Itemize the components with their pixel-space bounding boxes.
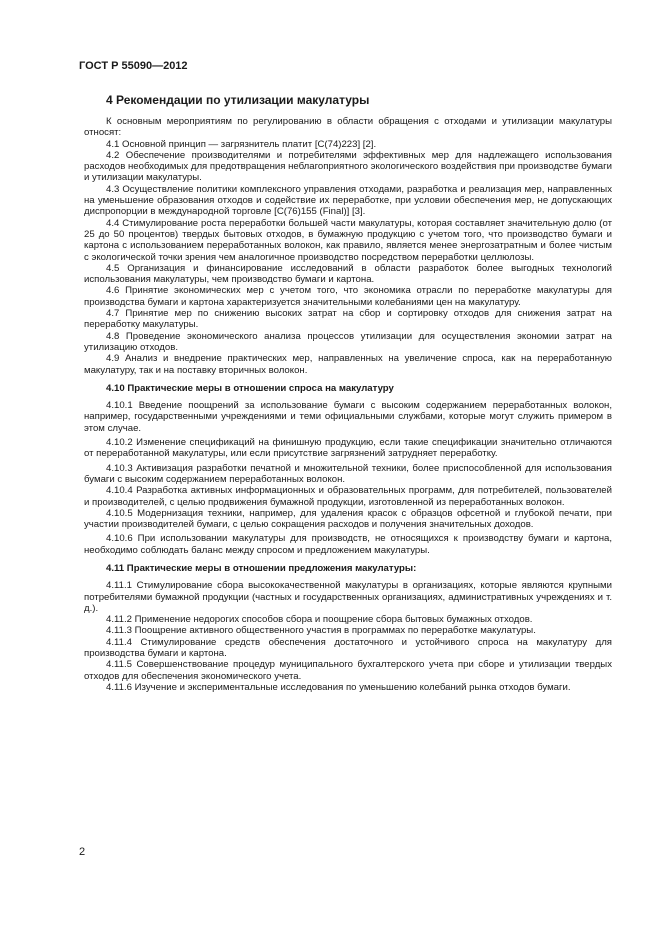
paragraph-4-11-3: 4.11.3 Поощрение активного общественного участия в программах по переработке макулатуры. [106, 625, 536, 637]
section-intro: К основным мероприятиям по регулированию в области обращения с отходами и утилизации макулатуры относят: [84, 116, 612, 139]
page-number: 2 [79, 846, 86, 858]
main-content [84, 93, 612, 693]
paragraph-4-9: 4.9 Анализ и внедрение практических мер, направленных на увеличение спроса, как на переработанную макулатуру, так и на поставку вторичных волокон. [84, 353, 612, 376]
paragraph-4-10-4: 4.10.4 Разработка активных информационных и образовательных программ, для потребителей, пользователей и производителей, с целью продвижения бумажной продукции, изготовленной из переработанных волокон. [84, 485, 612, 508]
paragraph-4-10-1: 4.10.1 Введение поощрений за использование бумаги с высоким содержанием переработанных волокон, например, государственными учреждениями и теми официальными службами, которые могут служить примером в этом случае. [84, 400, 612, 434]
paragraph-4-1: 4.1 Основной принцип — загрязнитель платит [С(74)223] [2]. [106, 138, 377, 150]
paragraph-4-10-2: 4.10.2 Изменение спецификаций на финишную продукцию, если такие спецификации значительно отличаются от переработанной макулатуры, или если присутствие загрязнений затрудняет переработку. [84, 437, 612, 460]
paragraph-4-2: 4.2 Обеспечение производителями и потребителями эффективных мер для надлежащего использования расходов необходимых для предотвращения неблагоприятного экологического воздействия при производстве бумаги и утилизации макулатуры. [84, 149, 612, 184]
subsection-title-supply: 4.11 Практические меры в отношении предложения макулатуры: [106, 562, 417, 574]
paragraph-4-10-5: 4.10.5 Модернизация техники, например, для удаления красок с образцов офсетной и глубокой печати, при участии производителей бумаги, с целью сокращения расходов и получения значительных доходов. [84, 507, 612, 531]
paragraph-4-6: 4.6 Принятие экономических мер с учетом того, что экономика отрасли по переработке макулатуры для производства бумаги и картона характеризуется значительными колебаниями цен на макулатуру. [84, 285, 612, 308]
paragraph-4-4: 4.4 Стимулирование роста переработки большей части макулатуры, которая составляет значительную долю (от 25 до 50 процентов) твердых бытовых отходов, в бумажную продукцию с учетом того, что производство бумаги и картона с использованием переработанных волокон, как правило, является менее энергозатратным и более чистым с экологической точки зрения чем аналогичное производство посредством переработки целлюлозы. [84, 217, 612, 263]
paragraph-4-11-5: 4.11.5 Совершенствование процедур муниципального бухгалтерского учета при сборе и утилизации твердых отходов для обеспечения экономического учета. [84, 659, 612, 682]
document-id-header: ГОСТ Р 55090—2012 [79, 60, 188, 72]
paragraph-4-11-1: 4.11.1 Стимулирование сбора высококачественной макулатуры в организациях, которые являются крупными потребителями бумажной продукции (частных и государственных организациях, административных учреждениях и т. д.). [84, 580, 612, 614]
subsection-title-demand: 4.10 Практические меры в отношении спроса на макулатуру [106, 382, 394, 394]
paragraph-4-3: 4.3 Осуществление политики комплексного управления отходами, разработка и реализация мер, направленных на уменьшение образования отходов и содействие их переработке, при условии обеспечения мер, не допускающих диспропорции в международной торговле [С(76)155 (Final)] [3]. [84, 183, 612, 218]
paragraph-4-11-2: 4.11.2 Применение недорогих способов сбора и поощрение сбора бытовых бумажных отходов. [106, 614, 533, 626]
paragraph-4-10-3: 4.10.3 Активизация разработки печатной и множительной техники, более приспособленной для использования бумаги с высоким содержанием переработанных волокон. [84, 462, 612, 485]
paragraph-4-7: 4.7 Принятие мер по снижению высоких затрат на сбор и сортировку отходов для снижения затрат на переработку макулатуры. [84, 308, 612, 331]
section-title: 4 Рекомендации по утилизации макулатуры [106, 93, 370, 107]
paragraph-4-10-6: 4.10.6 При использовании макулатуры для производств, не относящихся к производству бумаги и картона, необходимо соблюдать баланс между спросом и предложением макулатуры. [84, 533, 612, 556]
paragraph-4-8: 4.8 Проведение экономического анализа процессов утилизации для осуществления экономии затрат на утилизацию отходов. [84, 330, 612, 353]
paragraph-4-11-4: 4.11.4 Стимулирование средств обеспечения достаточного и устойчивого спроса на макулатуру для производства бумаги и картона. [84, 636, 612, 660]
paragraph-4-11-6: 4.11.6 Изучение и экспериментальные исследования по уменьшению колебаний рынка отходов бумаги. [106, 681, 571, 693]
paragraph-4-5: 4.5 Организация и финансирование исследований в области разработок более выгодных технологий использования макулатуры, чем производство бумаги и картона. [84, 262, 612, 286]
